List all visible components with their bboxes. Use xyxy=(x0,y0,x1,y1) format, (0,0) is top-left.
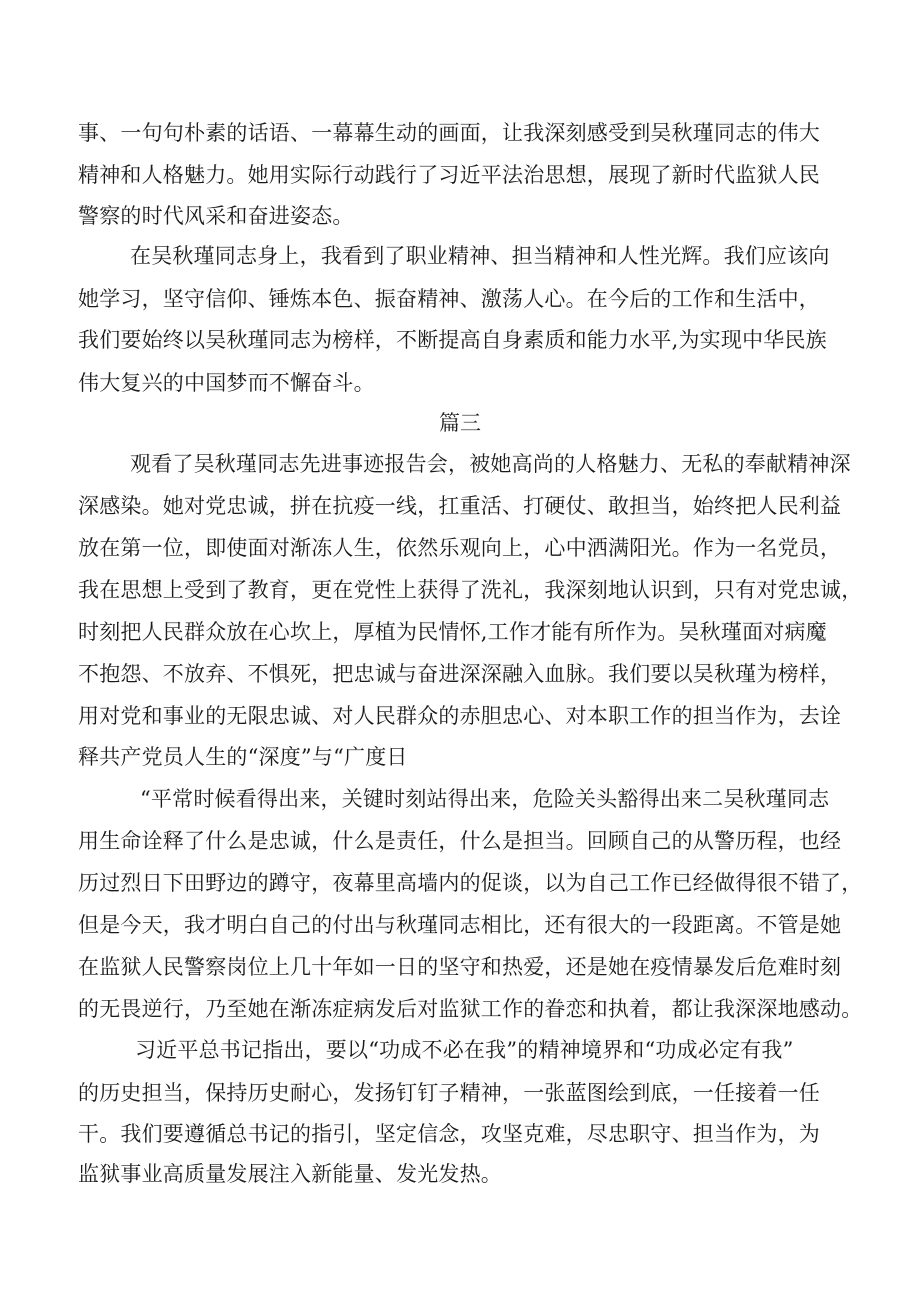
text-line: 用生命诠释了什么是忠诚，什么是责任，什么是担当。回顾自己的从警历程，也经 xyxy=(78,829,842,853)
text-line: 放在第一位，即使面对渐冻人生，依然乐观向上，心中洒满阳光。作为一名党员， xyxy=(78,536,842,560)
text-line: 历过烈日下田野边的蹲守，夜幕里高墙内的促谈，以为自己工作已经做得很不错了， xyxy=(78,871,863,895)
text-line: 的无畏逆行，乃至她在渐冻症病发后对监狱工作的眷恋和执着，都让我深深地感动。 xyxy=(78,997,863,1021)
text-line: 在监狱人民警察岗位上几十年如一日的坚守和热爱，还是她在疫情暴发后危难时刻 xyxy=(78,955,842,979)
text-line: 释共产党员人生的“深度”与“广度日 xyxy=(78,745,408,769)
text-line: 事、一句句朴素的话语、一幕幕生动的画面，让我深刻感受到吴秋瑾同志的伟大 xyxy=(78,121,820,145)
text-line: 监狱事业高质量发展注入新能量、发光发热。 xyxy=(78,1162,502,1186)
text-line: 不抱怨、不放弃、不惧死，把忠诚与奋进深深融入血脉。我们要以吴秋瑾为榜样， xyxy=(78,662,842,686)
text-line: 习近平总书记指出，要以“功成不必在我”的精神境界和“功成必定有我” xyxy=(135,1038,794,1062)
section-heading: 篇三 xyxy=(439,411,481,435)
text-line: 警察的时代风采和奋进姿态。 xyxy=(78,204,354,228)
text-line: 用对党和事业的无限忠诚、对人民群众的赤胆忠心、对本职工作的担当作为，去诠 xyxy=(78,704,842,728)
text-line: 的历史担当，保持历史耐心，发扬钉钉子精神，一张蓝图绘到底，一任接着一任 xyxy=(78,1081,820,1105)
text-line: “平常时候看得出来，关键时刻站得出来，危险关头豁得出来二吴秋瑾同志 xyxy=(140,787,830,811)
text-line: 深感染。她对党忠诚，拼在抗疫一线，扛重活、打硬仗、敢担当，始终把人民利益 xyxy=(78,494,842,518)
text-line: 观看了吴秋瑾同志先进事迹报告会，被她高尚的人格魅力、无私的奉献精神深 xyxy=(130,452,851,476)
text-line: 伟大复兴的中国梦而不懈奋斗。 xyxy=(78,371,375,395)
text-line: 干。我们要遵循总书记的指引，坚定信念，攻坚克难，尽忠职守、担当作为，为 xyxy=(78,1122,820,1146)
text-line: 在吴秋瑾同志身上，我看到了职业精神、担当精神和人性光辉。我们应该向 xyxy=(130,244,830,268)
text-line: 时刻把人民群众放在心坎上，厚植为民情怀,工作才能有所作为。吴秋瑾面对病魔 xyxy=(78,620,827,644)
text-line: 我在思想上受到了教育，更在党性上获得了洗礼，我深刻地认识到，只有对党忠诚， xyxy=(78,578,863,602)
text-line: 但是今天，我才明白自己的付出与秋瑾同志相比，还有很大的一段距离。不管是她 xyxy=(78,913,842,937)
text-line: 我们要始终以吴秋瑾同志为榜样，不断提高自身素质和能力水平,为实现中华民族 xyxy=(78,328,827,352)
text-line: 精神和人格魅力。她用实际行动践行了习近平法治思想，展现了新时代监狱人民 xyxy=(78,163,820,187)
text-line: 她学习，坚守信仰、锤炼本色、振奋精神、激荡人心。在今后的工作和生活中， xyxy=(78,287,820,311)
